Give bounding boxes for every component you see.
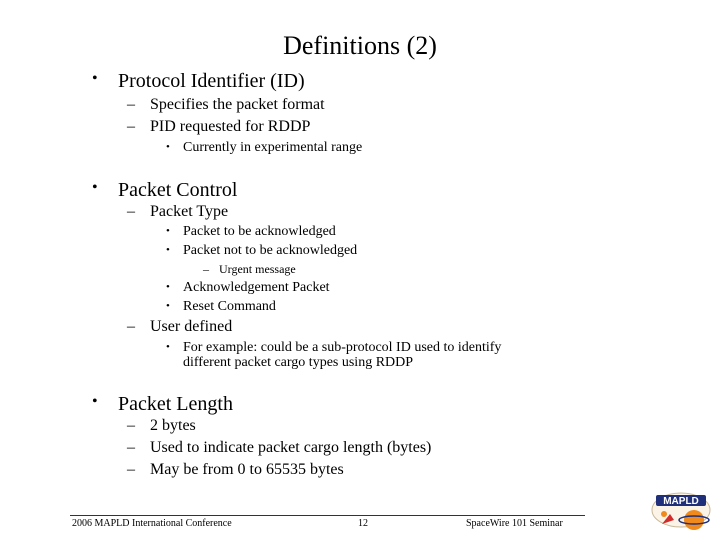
- bullet-icon: •: [166, 341, 170, 353]
- bullet-cargo-length: Used to indicate packet cargo length (bytes): [150, 439, 432, 456]
- dash-icon: –: [127, 417, 135, 434]
- slide-title: Definitions (2): [283, 31, 437, 60]
- bullet-icon: •: [92, 393, 98, 410]
- dash-icon: –: [127, 118, 135, 135]
- bullet-packet-ack: Packet to be acknowledged: [183, 224, 336, 239]
- dash-icon: –: [203, 262, 209, 276]
- bullet-icon: •: [166, 281, 170, 293]
- bullet-2-bytes: 2 bytes: [150, 417, 196, 434]
- bullet-user-example-l1: For example: could be a sub-protocol ID used to identify: [183, 340, 502, 355]
- bullet-protocol-id: Protocol Identifier (ID): [118, 70, 305, 92]
- footer-conference: 2006 MAPLD International Conference: [72, 518, 232, 529]
- bullet-packet-not-ack: Packet not to be acknowledged: [183, 243, 358, 258]
- bullet-user-example-l2: different packet cargo types using RDDP: [183, 355, 414, 370]
- dash-icon: –: [127, 318, 135, 335]
- bullet-specifies-format: Specifies the packet format: [150, 96, 325, 113]
- bullet-icon: •: [166, 244, 170, 256]
- dash-icon: –: [127, 439, 135, 456]
- footer-divider: [70, 515, 585, 516]
- logo-planet: [684, 510, 704, 530]
- bullet-ack-packet: Acknowledgement Packet: [183, 280, 330, 295]
- footer-seminar: SpaceWire 101 Seminar: [466, 518, 563, 529]
- bullet-urgent-message: Urgent message: [219, 262, 296, 276]
- bullet-icon: •: [166, 300, 170, 312]
- bullet-pid-requested: PID requested for RDDP: [150, 118, 311, 135]
- logo-text: MAPLD: [663, 496, 699, 507]
- dash-icon: –: [127, 203, 135, 220]
- bullet-packet-control: Packet Control: [118, 179, 238, 201]
- dash-icon: –: [127, 96, 135, 113]
- bullet-user-defined: User defined: [150, 318, 233, 335]
- bullet-reset-command: Reset Command: [183, 299, 276, 314]
- bullet-packet-length: Packet Length: [118, 393, 233, 415]
- bullet-icon: •: [92, 70, 98, 87]
- bullet-icon: •: [92, 179, 98, 196]
- mapld-logo: [650, 490, 712, 535]
- bullet-icon: •: [166, 141, 170, 153]
- footer-page-number: 12: [358, 518, 368, 529]
- bullet-experimental-range: Currently in experimental range: [183, 140, 363, 155]
- bullet-range: May be from 0 to 65535 bytes: [150, 461, 344, 478]
- bullet-packet-type: Packet Type: [150, 203, 229, 220]
- logo-star: [661, 511, 667, 517]
- bullet-icon: •: [166, 225, 170, 237]
- dash-icon: –: [127, 461, 135, 478]
